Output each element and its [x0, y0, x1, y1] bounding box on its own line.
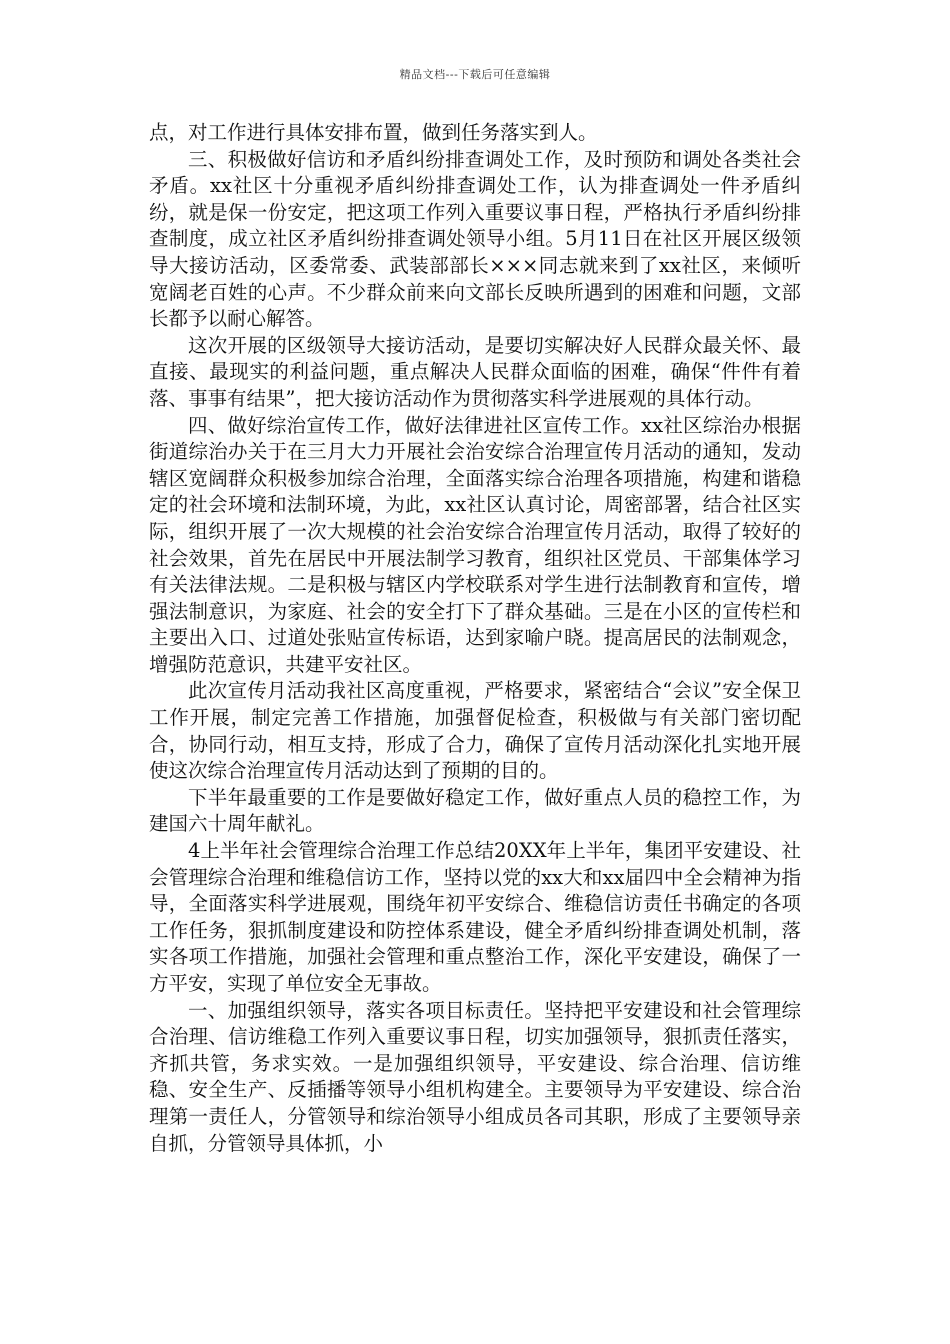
paragraph-section-four: 四、做好综治宣传工作，做好法律进社区宣传工作。xx社区综治办根据街道综治办关于在三月大力开展社会治安综合治理宣传月活动的通知，发动辖区宽阔群众积极参加综合治理，全面落实综合治理各项措施，构建和谐稳定的社会环境和法制环境，为此，xx社区认真讨论，周密部署，结合社区实际，组织开展了一次大规模的社会治安综合治理宣传月活动，取得了较好的社会效果，首先在居民中开展法制学习教育，组织社区党员、干部集体学习有关法律法规。二是积极与辖区内学校联系对学生进行法制教育和宣传，增强法制意识，为家庭、社会的安全打下了群众基础。三是在小区的宣传栏和主要出入口、过道处张贴宣传标语，达到家喻户晓。提高居民的法制观念，增强防范意识，共建平安社区。	[149, 413, 801, 676]
paragraph-publicity-month: 此次宣传月活动我社区高度重视，严格要求，紧密结合“会议”安全保卫工作开展，制定完善工作措施，加强督促检查，积极做与有关部门密切配合，协同行动，相互支持，形成了合力，确保了宣传月活动深化扎实地开展使这次综合治理宣传月活动达到了预期的目的。	[149, 679, 801, 783]
paragraph-summary-four: 4上半年社会管理综合治理工作总结20XX年上半年，集团平安建设、社会管理综合治理和维稳信访工作，坚持以党的xx大和xx届四中全会精神为指导，全面落实科学进展观，围绕年初平安综合、维稳信访责任书确定的各项工作任务，狠抓制度建设和防控体系建设，健全矛盾纠纷排查调处机制，落实各项工作措施，加强社会管理和重点整治工作，深化平安建设，确保了一方平安，实现了单位安全无事故。	[149, 839, 801, 995]
paragraph-second-half-year: 下半年最重要的工作是要做好稳定工作，做好重点人员的稳控工作，为建国六十周年献礼。	[149, 785, 801, 836]
paragraph-section-one: 一、加强组织领导，落实各项目标责任。坚持把平安建设和社会管理综合治理、信访维稳工作列入重要议事日程，切实加强领导，狠抓责任落实，齐抓共管，务求实效。一是加强组织领导，平安建设、综合治理、信访维稳、安全生产、反插播等领导小组机构建全。主要领导为平安建设、综合治理第一责任人，分管领导和综治领导小组成员各司其职，形成了主要领导亲自抓，分管领导具体抓，小	[149, 998, 801, 1155]
page-header: 精品文档---下载后可任意编辑	[399, 68, 551, 81]
paragraph-section-three: 三、积极做好信访和矛盾纠纷排查调处工作，及时预防和调处各类社会矛盾。xx社区十分重视矛盾纠纷排查调处工作，认为排查调处一件矛盾纠纷，就是保一份安定，把这项工作列入重要议事日程，严格执行矛盾纠纷排查制度，成立社区矛盾纠纷排查调处领导小组。5月11日在社区开展区级领导大接访活动，区委常委、武装部部长×××同志就来到了xx社区，来倾听宽阔老百姓的心声。不少群众前来向文部长反映所遇到的困难和问题，文部长都予以耐心解答。	[149, 147, 801, 331]
paragraph-reception-activity: 这次开展的区级领导大接访活动，是要切实解决好人民群众最关怀、最直接、最现实的利益问题，重点解决人民群众面临的困难，确保“件件有着落、事事有结果”，把大接访活动作为贯彻落实科学进展观的具体行动。	[149, 333, 801, 410]
paragraph-continued: 点，对工作进行具体安排布置，做到任务落实到人。	[149, 121, 598, 144]
document-body	[149, 120, 801, 1157]
